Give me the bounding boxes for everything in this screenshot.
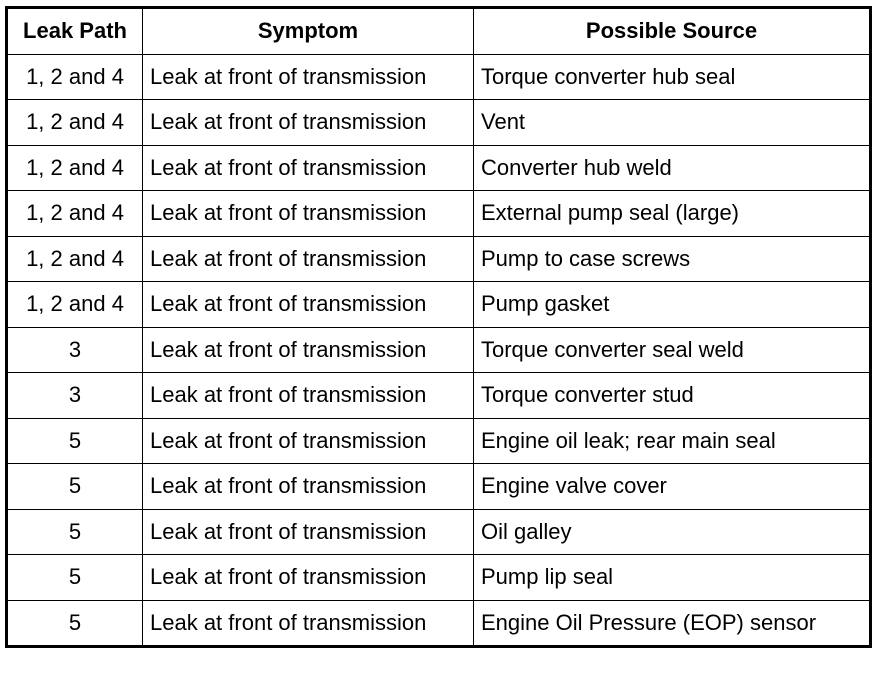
- symptom-cell: Leak at front of transmission: [143, 145, 474, 191]
- header-row: [7, 8, 871, 55]
- leak-path-cell: 5: [7, 600, 143, 647]
- table-row: [7, 54, 871, 100]
- symptom-cell: Leak at front of transmission: [143, 555, 474, 601]
- column-header-leak-path: Leak Path: [7, 8, 143, 55]
- leak-path-cell: 1, 2 and 4: [7, 100, 143, 146]
- leak-diagnosis-table: [5, 6, 872, 648]
- leak-path-cell: 1, 2 and 4: [7, 282, 143, 328]
- leak-path-cell: 3: [7, 327, 143, 373]
- leak-path-cell: 5: [7, 509, 143, 555]
- symptom-cell: Leak at front of transmission: [143, 418, 474, 464]
- possible-source-cell: Pump gasket: [474, 282, 871, 328]
- possible-source-cell: External pump seal (large): [474, 191, 871, 237]
- possible-source-cell: Pump to case screws: [474, 236, 871, 282]
- leak-path-cell: 5: [7, 418, 143, 464]
- possible-source-cell: Vent: [474, 100, 871, 146]
- table-row: [7, 191, 871, 237]
- table-row: [7, 555, 871, 601]
- symptom-cell: Leak at front of transmission: [143, 191, 474, 237]
- table-row: [7, 418, 871, 464]
- column-header-symptom: Symptom: [143, 8, 474, 55]
- symptom-cell: Leak at front of transmission: [143, 236, 474, 282]
- possible-source-cell: Engine Oil Pressure (EOP) sensor: [474, 600, 871, 647]
- leak-path-cell: 5: [7, 555, 143, 601]
- table-body: [7, 54, 871, 647]
- possible-source-cell: Engine valve cover: [474, 464, 871, 510]
- symptom-cell: Leak at front of transmission: [143, 282, 474, 328]
- symptom-cell: Leak at front of transmission: [143, 600, 474, 647]
- table-row: [7, 236, 871, 282]
- possible-source-cell: Pump lip seal: [474, 555, 871, 601]
- table-row: [7, 509, 871, 555]
- table-row: [7, 373, 871, 419]
- table-row: [7, 100, 871, 146]
- symptom-cell: Leak at front of transmission: [143, 54, 474, 100]
- table-row: [7, 464, 871, 510]
- column-header-possible-source: Possible Source: [474, 8, 871, 55]
- possible-source-cell: Oil galley: [474, 509, 871, 555]
- possible-source-cell: Torque converter hub seal: [474, 54, 871, 100]
- symptom-cell: Leak at front of transmission: [143, 373, 474, 419]
- table-row: [7, 600, 871, 647]
- table-header: [7, 8, 871, 55]
- leak-path-cell: 3: [7, 373, 143, 419]
- possible-source-cell: Engine oil leak; rear main seal: [474, 418, 871, 464]
- leak-path-cell: 1, 2 and 4: [7, 145, 143, 191]
- symptom-cell: Leak at front of transmission: [143, 327, 474, 373]
- leak-path-cell: 1, 2 and 4: [7, 54, 143, 100]
- leak-path-cell: 1, 2 and 4: [7, 191, 143, 237]
- possible-source-cell: Torque converter stud: [474, 373, 871, 419]
- possible-source-cell: Converter hub weld: [474, 145, 871, 191]
- table-row: [7, 327, 871, 373]
- symptom-cell: Leak at front of transmission: [143, 464, 474, 510]
- leak-path-cell: 5: [7, 464, 143, 510]
- table-row: [7, 145, 871, 191]
- possible-source-cell: Torque converter seal weld: [474, 327, 871, 373]
- leak-path-cell: 1, 2 and 4: [7, 236, 143, 282]
- table-row: [7, 282, 871, 328]
- symptom-cell: Leak at front of transmission: [143, 509, 474, 555]
- symptom-cell: Leak at front of transmission: [143, 100, 474, 146]
